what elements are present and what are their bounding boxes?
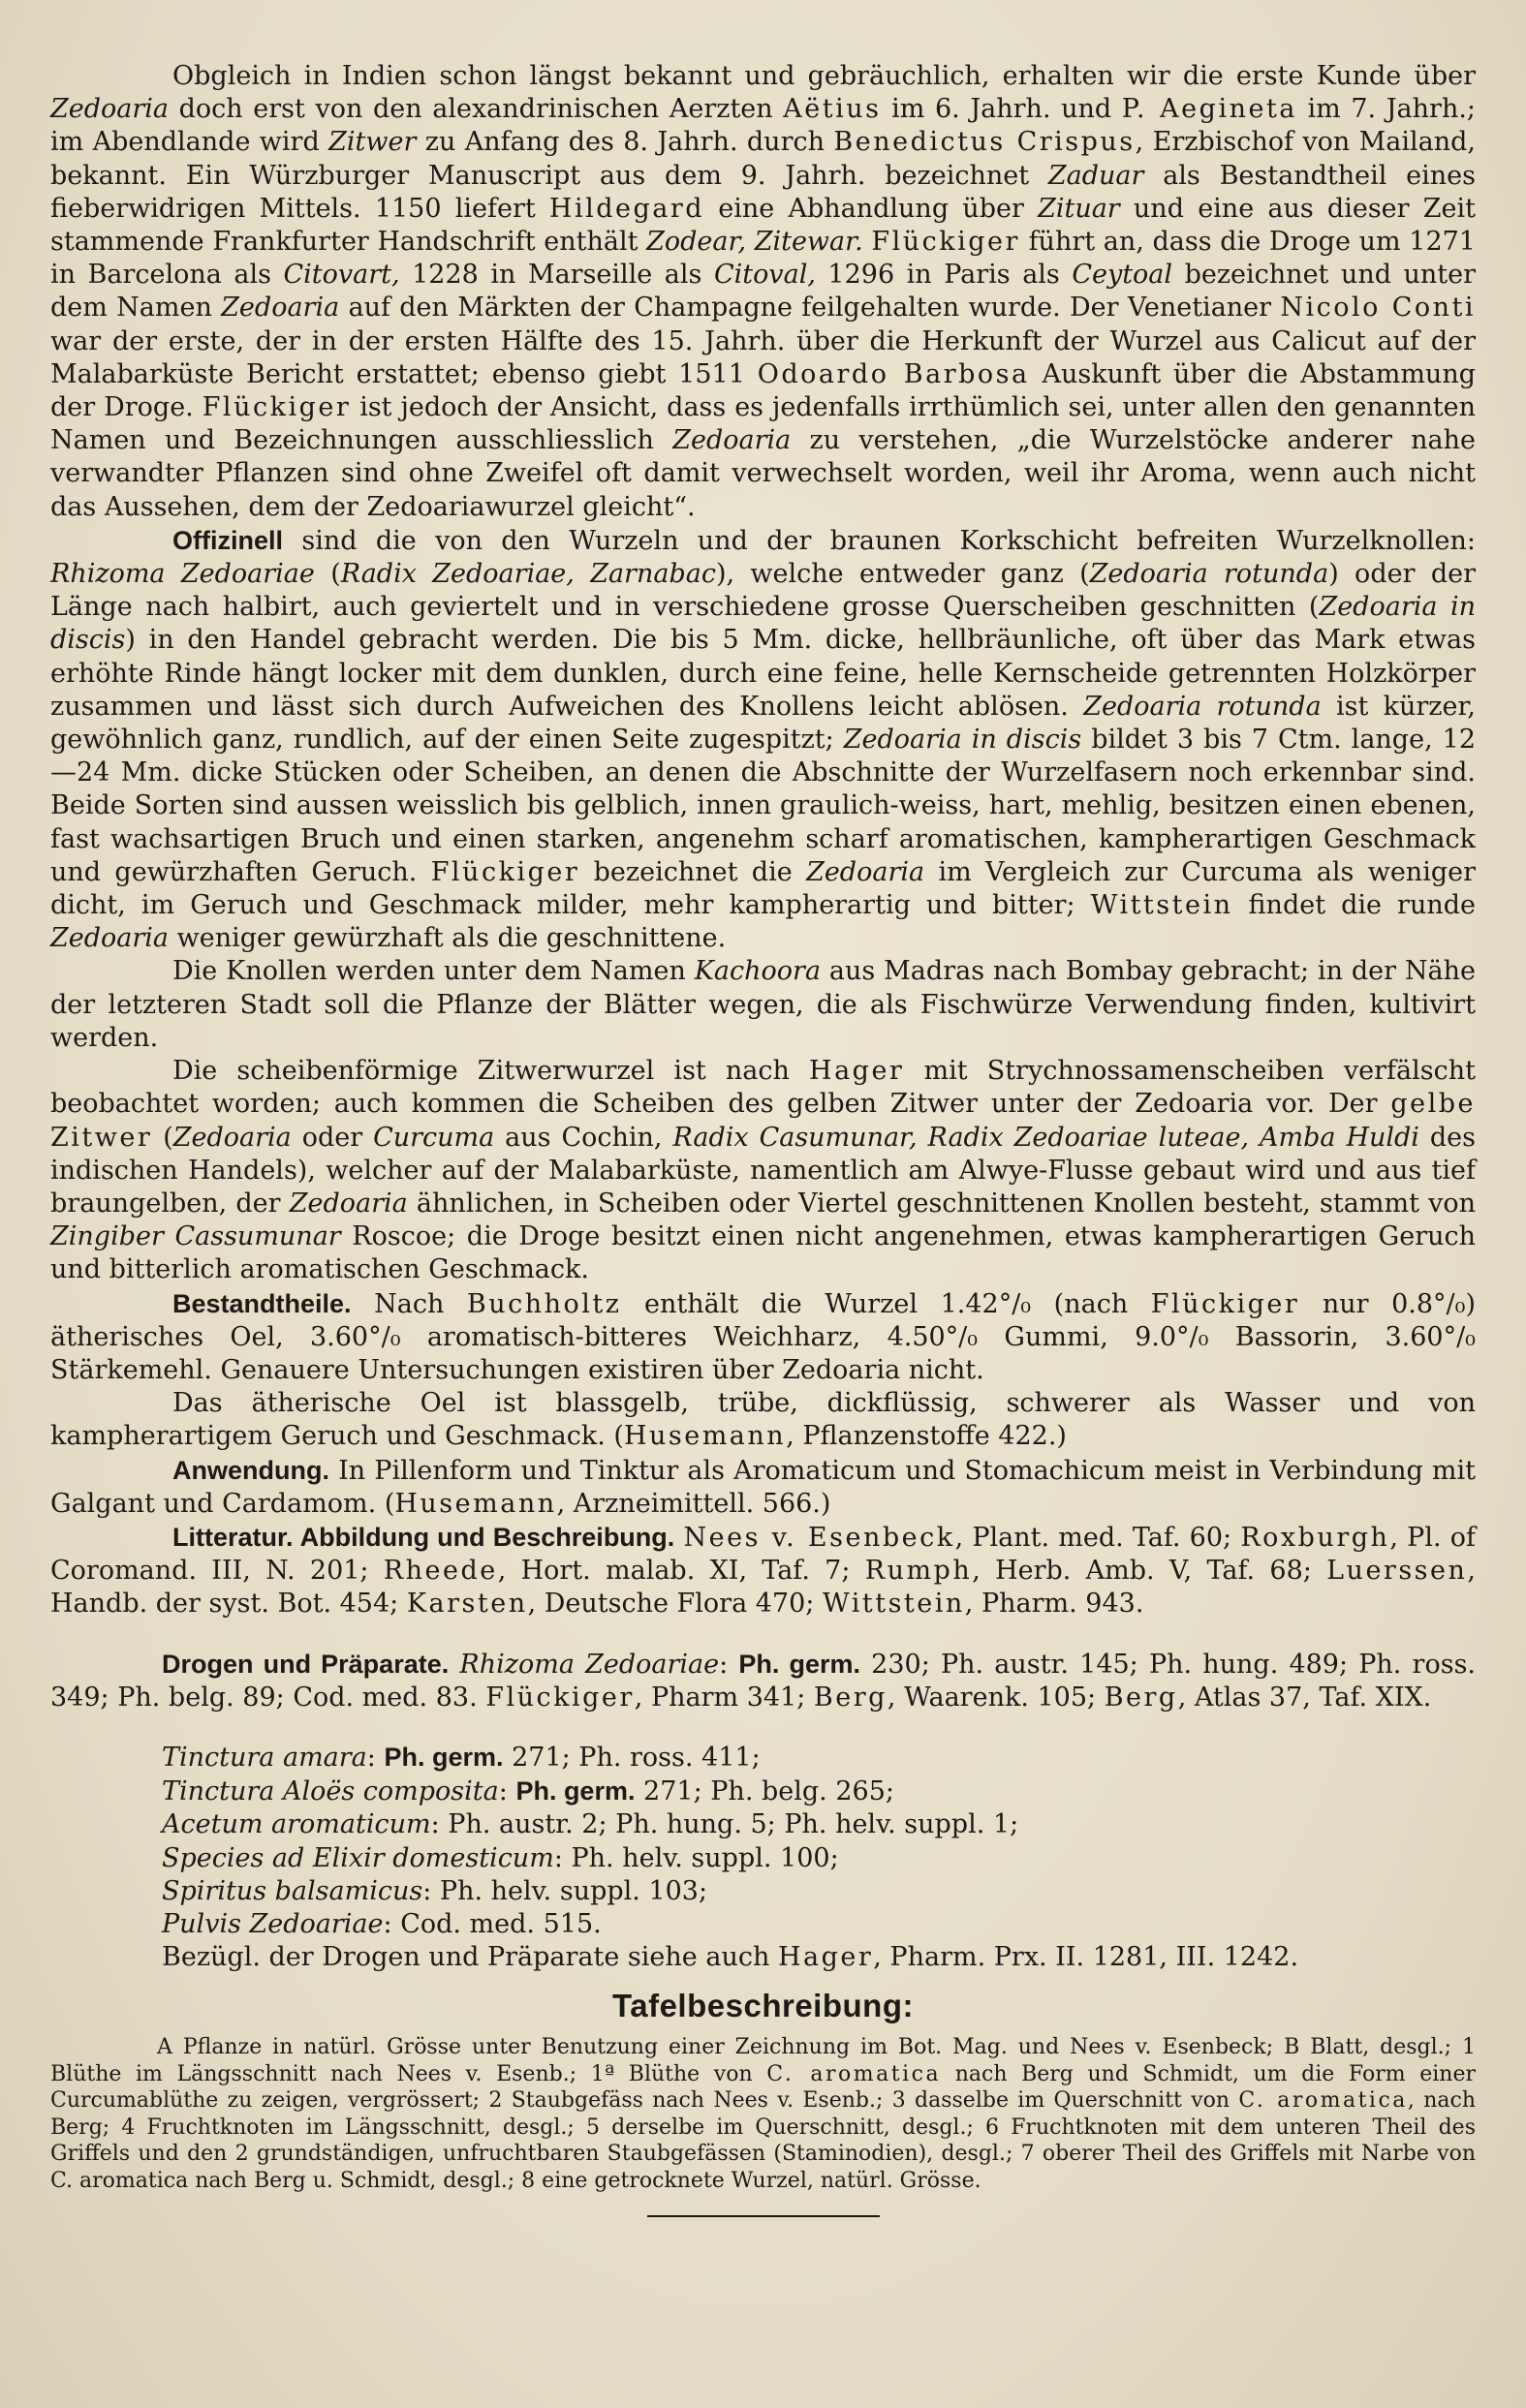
spaced-name: Rumph <box>864 1556 973 1587</box>
spaced-name: gelbe Zitwer <box>50 1089 1476 1153</box>
text-run: ( <box>152 1122 173 1153</box>
text-run: ( <box>314 559 341 590</box>
text-run: ähnlichen, in Scheiben oder Viertel geschnittenen Knollen besteht, stammt von <box>407 1188 1476 1219</box>
paragraph-history <box>50 60 1476 524</box>
spaced-name: Roxburgh <box>1240 1522 1390 1553</box>
text-run: ) in den Handel gebracht werden. Die bis 5 Mm. dicke, hellbräunliche, oft über das Mark etwas erhöhte Rinde hängt locker mit dem dunklen, durch eine feine, helle Kernscheide getrennten Holzkörper zusammen und lässt sich durch Aufweichen des Knollens leicht ablösen. <box>50 625 1476 722</box>
italic-term: Species ad Elixir domesticum <box>162 1842 554 1873</box>
spaced-name: Nicolo Conti <box>1280 293 1476 324</box>
text-run: findet die runde <box>1232 890 1476 921</box>
bold-keyword: Ph. germ. <box>515 1776 636 1806</box>
text-run: Die scheibenförmige Zitwerwurzel ist nach <box>172 1056 810 1087</box>
bold-keyword: Ph. germ. <box>738 1649 860 1679</box>
drogen-line <box>50 1842 1476 1875</box>
italic-term: Radix Zedoariae, Zarnabac <box>340 559 716 590</box>
text-run: , Waarenk. 105; <box>887 1682 1105 1713</box>
text-run <box>449 1650 459 1680</box>
text-run: , Erzbischof von Mailand, bekannt. Ein Würzburger Manuscript aus dem 9. Jahrh. bezeichnet <box>50 127 1476 191</box>
text-run: , Hort. malab. XI, Taf. 7; <box>497 1556 865 1587</box>
text-run: , Plant. med. Taf. 60; <box>954 1522 1241 1553</box>
spaced-name: Odoardo Barbosa <box>757 358 1030 389</box>
bold-keyword: Litteratur. Abbildung und Beschreibung. <box>172 1522 675 1552</box>
italic-term: Zedoaria in discis <box>50 592 1476 656</box>
spaced-name: Aëtius <box>783 94 882 125</box>
italic-term: Spiritus balsamicus <box>162 1875 423 1906</box>
text-run: und eine aus dieser Zeit stammende Frankfurter Handschrift enthält <box>50 193 1476 258</box>
italic-term: Acetum aromaticum <box>162 1809 431 1840</box>
text-run: , Pharm. 943. <box>964 1589 1144 1620</box>
spaced-name: Buchholtz <box>466 1288 622 1319</box>
spaced-name: Berg <box>813 1682 888 1713</box>
tafel-title: Tafelbeschreibung: <box>612 1988 914 2024</box>
text-run: A Pflanze in natürl. Grösse unter Benutzung einer Zeichnung im Bot. Mag. und Nees v. Esenbeck; B Blatt, desgl.; 1 Blüthe im Längsschnitt nach Nees v. Esenb.; 1ª Blüthe von <box>50 2035 1476 2086</box>
italic-term: Tinctura amara <box>162 1742 367 1773</box>
italic-term: Citovart, <box>283 260 400 291</box>
spaced-name: Rheede <box>383 1556 498 1587</box>
italic-term: Zedoaria <box>672 425 792 456</box>
italic-term: Zedoaria <box>806 856 925 887</box>
text-run: 271; Ph. belg. 265; <box>635 1776 894 1807</box>
spaced-name: Karsten <box>406 1589 528 1620</box>
text-run: ) oder der Länge nach halbirt, auch geviertelt und in verschiedene grosse Querscheiben geschnitten ( <box>50 559 1476 623</box>
text-run: nur 0.8°/₀) ätherisches Oel, 3.60°/₀ aromatisch-bitteres Weichharz, 4.50°/₀ Gummi, 9.0°/₀ Bassorin, 3.60°/₀ Stärkemehl. Genauere Untersuchungen existiren über Zedoaria nicht. <box>50 1288 1476 1385</box>
text-run: : <box>498 1776 516 1807</box>
paragraph-kachoora <box>50 955 1476 1055</box>
italic-term: Zituar <box>1038 193 1120 224</box>
paragraph-offizinell <box>50 524 1476 956</box>
spaced-name: C. aromatica <box>766 2061 942 2086</box>
italic-term: Radix Casumunar, Radix Zedoariae luteae, Amba Huldi <box>672 1122 1419 1153</box>
tafel-description <box>50 2034 1476 2194</box>
text-run: bezeichnet die <box>579 856 807 887</box>
text-run: im 7. Jahrh.; im Abendlande wird <box>50 94 1477 158</box>
spaced-name: Flückiger <box>202 392 352 423</box>
drogen-line <box>50 1941 1476 1974</box>
paragraph-oil <box>50 1387 1476 1453</box>
spaced-name: Hager <box>777 1942 874 1973</box>
text-run: Roscoe; die Droge besitzt einen nicht angenehmen, etwas kampherartigen Geruch und bitterlich aromatischen Geschmack. <box>50 1221 1477 1285</box>
italic-term: Zedoaria <box>289 1188 408 1219</box>
text-run: , Arzneimittell. 566.) <box>556 1488 831 1519</box>
spaced-name: Hildegard <box>548 193 705 224</box>
italic-term: Zodear, Zitewar. <box>646 227 863 258</box>
text-run: : Ph. helv. suppl. 103; <box>422 1875 708 1906</box>
italic-term: Zedoaria <box>50 94 170 125</box>
spaced-name: Flückiger <box>485 1682 635 1713</box>
text-run: im Vergleich zur Curcuma als weniger dicht, im Geruch und Geschmack milder, mehr kampherartig und bitter; <box>50 856 1476 921</box>
text-run: aus Madras nach Bombay gebracht; in der Nähe der letzteren Stadt soll die Pflanze der Blätter wegen, die als Fischwürze Verwendung finden, kultivirt werden. <box>50 956 1476 1053</box>
text-run: Obgleich in Indien schon längst bekannt und gebräuchlich, erhalten wir die erste Kunde über <box>172 61 1476 91</box>
italic-term: Ceytoal <box>1072 260 1173 291</box>
text-run: : <box>719 1649 739 1680</box>
spaced-name: P. Aegineta <box>1121 94 1297 125</box>
text-run: im 6. Jahrh. und <box>881 94 1122 125</box>
text-run: aus Cochin, <box>494 1122 673 1153</box>
main-text <box>50 60 1476 1621</box>
spaced-name: Husemann <box>623 1421 787 1452</box>
italic-term: Rhizoma Zedoariae <box>50 559 315 590</box>
text-run: weniger gewürzhaft als die geschnittene. <box>169 923 727 954</box>
text-run: ist jedoch der Ansicht, dass es jedenfalls irrthümlich sei, unter allen den genannten Namen und Bezeichnungen ausschliesslich <box>50 392 1476 456</box>
bold-keyword: Ph. germ. <box>384 1742 504 1772</box>
italic-term: Zedoaria in discis <box>843 725 1082 756</box>
text-run: enthält die Wurzel 1.42°/₀ (nach <box>621 1288 1151 1319</box>
drogen-first-line <box>50 1648 1476 1714</box>
spaced-name: Hager <box>809 1056 905 1087</box>
drogen-section <box>50 1648 1476 1975</box>
italic-term: Zingiber Cassumunar <box>50 1221 341 1252</box>
italic-term: Zedoaria <box>221 293 340 324</box>
text-run: , Pharm. Prx. II. 1281, III. 1242. <box>873 1942 1299 1973</box>
text-run: 1228 in Marseille als <box>399 260 714 291</box>
text-run: ist kürzer, gewöhnlich ganz, rundlich, auf der einen Seite zugespitzt; <box>50 691 1477 756</box>
text-run: , Atlas 37, Taf. XIX. <box>1177 1682 1432 1713</box>
spaced-name: Benedictus Crispus <box>833 127 1136 158</box>
paragraph-bestandtheile <box>50 1287 1476 1388</box>
drogen-line <box>50 1908 1476 1941</box>
italic-term: Rhizoma Zedoariae <box>459 1649 720 1680</box>
spaced-name: Nees v. Esenbeck <box>683 1522 955 1553</box>
bold-keyword: Anwendung. <box>172 1455 329 1485</box>
text-run: zu Anfang des 8. Jahrh. durch <box>416 127 834 158</box>
text-run: 230; Ph. austr. 145; Ph. hung. 489; Ph. ross. 349; Ph. belg. 89; Cod. med. 83. <box>50 1649 1477 1713</box>
bold-keyword: Bestandtheile. <box>172 1288 352 1318</box>
paragraph-adulteration <box>50 1055 1476 1286</box>
italic-term: Pulvis Zedoariae <box>162 1908 384 1939</box>
italic-term: Citoval, <box>713 260 816 291</box>
text-run: eine Abhandlung über <box>704 193 1039 224</box>
text-run: , Pl. of Coromand. III, N. 201; <box>50 1522 1476 1587</box>
italic-term: Zaduar <box>1047 160 1144 191</box>
spaced-name: Wittstein <box>1090 890 1233 921</box>
text-run: nach Berg und Schmidt, um die Form einer Curcumablüthe zu zeigen, vergrössert; 2 Staubgefäss nach Nees v. Esenb.; 3 dasselbe im Querschnitt von <box>50 2061 1476 2114</box>
drogen-line <box>50 1775 1476 1808</box>
bold-keyword: Drogen und Präparate. <box>162 1649 450 1679</box>
italic-term: Zedoaria rotunda <box>1083 691 1322 722</box>
italic-term: Zedoaria <box>50 923 170 954</box>
text-run: oder <box>291 1122 374 1153</box>
text-run: , Pharm 341; <box>634 1682 814 1713</box>
text-run: sind die von den Wurzeln und der braunen Korkschicht befreiten Wurzelknollen: <box>283 525 1476 556</box>
spaced-name: Flückiger <box>1150 1288 1300 1319</box>
text-run: : <box>366 1742 385 1773</box>
bold-keyword: Offizinell <box>172 525 283 555</box>
tafel-text <box>50 2034 1476 2194</box>
text-run: Auskunft über die Abstammung der Droge. <box>50 358 1476 423</box>
closing-rule <box>647 2215 880 2217</box>
italic-term: Zitwer <box>328 127 417 158</box>
text-run: 271; Ph. ross. 411; <box>503 1742 761 1773</box>
spaced-name: Luerssen <box>1326 1556 1468 1587</box>
text-run: bezeichnet und unter dem Namen <box>50 260 1477 324</box>
text-run: ), welche entweder ganz ( <box>715 559 1090 590</box>
paragraph-litteratur <box>50 1521 1476 1621</box>
text-run: Bezügl. der Drogen und Präparate siehe auch <box>162 1942 778 1973</box>
italic-term: Kachoora <box>694 956 822 987</box>
italic-term: Tinctura Aloës composita <box>162 1776 499 1807</box>
drogen-line <box>50 1808 1476 1841</box>
text-run: , Pflanzenstoffe 422.) <box>786 1421 1067 1452</box>
spaced-name: Wittstein <box>822 1589 965 1620</box>
text-run: war der erste, der in der ersten Hälfte des 15. Jahrh. über die Herkunft der Wurzel aus Calicut auf der Malabarküste Bericht erstattet; ebenso giebt 1511 <box>50 325 1476 389</box>
text-run: 1296 in Paris als <box>815 260 1073 291</box>
italic-term: Curcuma <box>373 1122 495 1153</box>
text-run: des indischen Handels), welcher auf der Malabarküste, namentlich am Alwye-Flusse gebaut wird und aus tief braungelben, der <box>50 1122 1477 1219</box>
text-run: : Cod. med. 515. <box>383 1908 602 1939</box>
italic-term: Zedoaria rotunda <box>1089 559 1329 590</box>
italic-term: Zedoaria <box>172 1122 292 1153</box>
text-run: In Pillenform und Tinktur als Aromaticum und Stomachicum meist in Verbindung mit Galgant und Cardamom. ( <box>50 1455 1476 1519</box>
spaced-name: Flückiger <box>871 227 1020 258</box>
text-run: , Herb. Amb. V, Taf. 68; <box>972 1556 1327 1587</box>
text-run: Nach <box>351 1288 467 1319</box>
text-run: führt an, dass die Droge um 1271 in Barcelona als <box>50 227 1476 291</box>
drogen-line <box>50 1741 1476 1775</box>
paragraph-anwendung <box>50 1454 1476 1521</box>
spaced-name: Flückiger <box>430 856 580 887</box>
text-run: doch erst von den alexandrinischen Aerzten <box>169 94 784 125</box>
text-run: Die Knollen werden unter dem Namen <box>172 956 695 987</box>
text-run: als Bestandtheil eines fieberwidrigen Mittels. 1150 liefert <box>50 160 1476 224</box>
text-run: : Ph. austr. 2; Ph. hung. 5; Ph. helv. suppl. 1; <box>430 1809 1019 1840</box>
text-run: mit Strychnossamenscheiben verfälscht beobachtet worden; auch kommen die Scheiben des gelben Zitwer unter der Zedoaria vor. Der <box>50 1056 1476 1120</box>
text-run: , Handb. der syst. Bot. 454; <box>50 1556 1477 1620</box>
text-run: zu verstehen, „die Wurzelstöcke anderer nahe verwandter Pflanzen sind ohne Zweifel oft damit verwechselt worden, weil ihr Aroma, wenn auch nicht das Aussehen, dem der Zedoariawurzel gleicht“. <box>50 425 1476 522</box>
spaced-name: Husemann <box>394 1488 557 1519</box>
text-run: , Deutsche Flora 470; <box>527 1589 823 1620</box>
spaced-name: Berg <box>1104 1682 1178 1713</box>
text-run: Das ätherische Oel ist blassgelb, trübe, dickflüssig, schwerer als Wasser und von kampherartigem Geruch und Geschmack. ( <box>50 1388 1476 1452</box>
text-run: , nach Berg; 4 Fruchtknoten im Längsschnitt, desgl.; 5 derselbe im Querschnitt, desgl.; 6 Fruchtknoten mit dem unteren Theil des Griffels und den 2 grundständigen, unfruchtbaren Staubgefässen (Staminodien), desgl.; 7 oberer Theil des Griffels mit Narbe von C. aromatica nach Berg u. Schmidt, desgl.; 8 eine getrocknete Wurzel, natürl. Grösse. <box>50 2088 1476 2193</box>
text-run: auf den Märkten der Champagne feilgehalten wurde. Der Venetianer <box>339 293 1281 324</box>
text-run: bildet 3 bis 7 Ctm. lange, 12—24 Mm. dicke Stücken oder Scheiben, an denen die Abschnitte der Wurzelfasern noch erkennbar sind. Beide Sorten sind aussen weisslich bis gelblich, innen graulich-weiss, hart, mehlig, besitzen einen ebenen, fast wachsartigen Bruch und einen starken, angenehm scharf aromatischen, kampherartigen Geschmack und gewürzhaften Geruch. <box>50 725 1477 887</box>
spaced-name: C. aromatica <box>1238 2088 1408 2114</box>
drogen-line <box>50 1875 1476 1908</box>
text-run: : Ph. helv. suppl. 100; <box>553 1842 839 1873</box>
